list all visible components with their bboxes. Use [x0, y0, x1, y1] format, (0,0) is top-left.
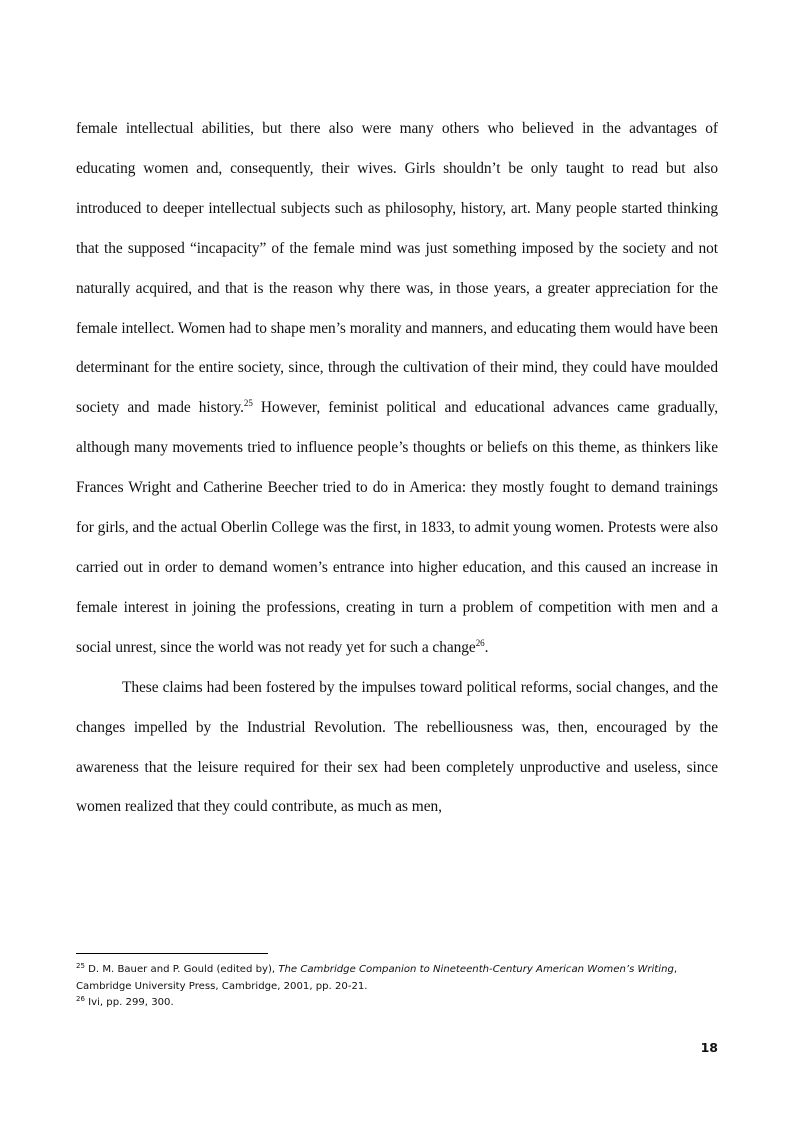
footnotes: [76, 962, 718, 1012]
footnote-book-title: The Cambridge Companion to Nineteenth-Century American Women’s Writing: [278, 964, 674, 975]
footnote-number: 26: [76, 995, 85, 1003]
footnote-separator: [76, 953, 268, 954]
footnote-text: D. M. Bauer and P. Gould (edited by),: [84, 964, 279, 975]
paragraph-1-part-a: female intellectual abilities, but there also were many others who believed in the advantages of educating women and, consequently, their wives. Girls shouldn’t be only taught to read but also introduced to deeper intellectual subjects such as philosophy, history, art. Many people started thinking that the supposed “incapacity” of the female mind was just something imposed by the society and not naturally acquired, and that is the reason why there was, in those years, a greater appreciation for the female intellect. Women had to shape men’s morality and manners, and educating them would have been determinant for the entire society, since, through the cultivation of their mind, they could have moulded society and made history.: [76, 120, 718, 417]
footnote-25: [76, 962, 718, 995]
footnote-number: 25: [76, 962, 85, 970]
footnote-text: Ivi, pp. 299, 300.: [84, 997, 174, 1008]
paragraph-1-part-c: .: [484, 638, 489, 656]
footnote-ref-26[interactable]: 26: [475, 637, 485, 648]
footnote-26: [76, 995, 718, 1012]
footnote-ref-25[interactable]: 25: [243, 398, 253, 409]
paragraph-1: [76, 109, 718, 668]
body-text: [76, 109, 718, 827]
page-number: 18: [700, 1040, 718, 1055]
paragraph-2: These claims had been fostered by the impulses toward political reforms, social changes, and the changes impelled by the Industrial Revolution. The rebelliousness was, then, encouraged by the awareness that the leisure required for their sex had been completely unproductive and useless, since women realized that they could contribute, as much as men,: [76, 678, 718, 816]
paragraph-1-part-b: However, feminist political and educational advances came gradually, although many movements tried to influence people’s thoughts or beliefs on this theme, as thinkers like Frances Wright and Catherine Beecher tried to do in America: they mostly fought to demand trainings for girls, and the actual Oberlin College was the first, in 1833, to admit young women. Protests were also carried out in order to demand women’s entrance into higher education, and this caused an increase in female interest in joining the professions, creating in turn a problem of competition with men and a social unrest, since the world was not ready yet for such a change: [76, 399, 718, 656]
footnote-text-end: , Cambridge University Press, Cambridge, 2001, pp. 20-21.: [76, 964, 678, 992]
